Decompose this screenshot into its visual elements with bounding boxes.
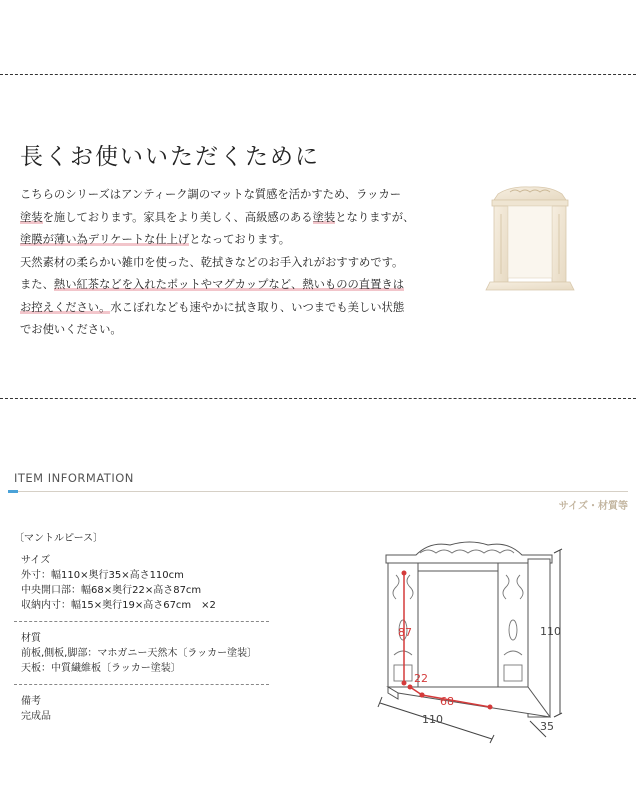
- size-opening: 中央開口部：幅68×奥行22×高さ87cm: [21, 585, 202, 596]
- opening-height-label: 87: [398, 626, 412, 639]
- note-block: [14, 694, 274, 724]
- product-photo: [480, 184, 580, 296]
- spec-divider: [14, 684, 269, 685]
- highlighted-text: 塗装: [312, 210, 336, 224]
- care-text-segment: となっております。: [189, 233, 291, 246]
- opening-width-label: 68: [440, 695, 454, 708]
- material-top: 天板：中質繊維板〔ラッカー塗装〕: [21, 663, 181, 674]
- highlighted-text: 塗装: [20, 210, 43, 224]
- highlighted-text: 塗膜が薄い為デリケートな仕上げ: [20, 233, 190, 246]
- size-block: [14, 553, 274, 613]
- width-label: 110: [422, 713, 443, 726]
- material-label: 材質: [21, 633, 41, 644]
- dimension-diagram: [370, 535, 630, 750]
- care-text-segment: 水こぼれなども速やかに拭き取り、いつまでも美しい状態: [110, 300, 405, 314]
- care-text-segment: こちらのシリーズはアンティーク調のマットな質感を活かすため、ラッカー: [20, 188, 402, 201]
- care-text-segment: また、: [20, 278, 54, 291]
- care-text-line: [20, 184, 450, 207]
- care-text-segment: を施しております。家具をより美しく、高級感のある: [42, 210, 313, 224]
- middle-divider: [0, 398, 636, 399]
- spec-panel: [14, 531, 274, 724]
- item-info-rule-accent: [8, 490, 18, 493]
- height-label: 110: [540, 625, 561, 638]
- care-text-line: [20, 252, 450, 275]
- material-block: [14, 631, 274, 676]
- care-section-title: 長くお使いいただくために: [20, 144, 320, 170]
- care-text-segment: となりますが、: [335, 210, 415, 224]
- highlighted-text: 熱い紅茶などを入れたポットやマグカップなど、熱いものの直置きは: [53, 278, 404, 291]
- care-text-line: [20, 319, 450, 342]
- care-text-line: [20, 207, 450, 230]
- material-front: 前板,側板,脚部：マホガニー天然木〔ラッカー塗装〕: [21, 648, 258, 659]
- depth-label: 35: [540, 720, 554, 733]
- care-text-segment: 天然素材の柔らかい雑巾を使った、乾拭きなどのお手入れがおすすめです。: [20, 255, 404, 269]
- product-name: 〔マントルピース〕: [14, 533, 104, 544]
- depth-dim: [530, 720, 554, 737]
- care-text-segment: でお使いください。: [20, 323, 122, 336]
- size-storage: 収納内寸：幅15×奥行19×高さ67cm ×2: [21, 600, 216, 611]
- size-outer: 外寸：幅110×奥行35×高さ110cm: [21, 570, 184, 581]
- size-label: サイズ: [21, 555, 51, 566]
- opening-depth-label: 22: [414, 672, 428, 685]
- spec-divider: [14, 621, 269, 622]
- top-divider: [0, 74, 636, 75]
- care-text-line: [20, 297, 450, 320]
- note-value: 完成品: [21, 711, 51, 722]
- care-text-line: [20, 229, 450, 252]
- item-info-rule: [8, 491, 628, 492]
- care-text: [20, 184, 450, 342]
- item-info-header: ITEM INFORMATION: [14, 471, 134, 485]
- highlighted-text: お控えください。: [20, 300, 111, 314]
- note-label: 備考: [21, 696, 41, 707]
- care-text-line: [20, 274, 450, 297]
- item-info-subheader: サイズ・材質等: [558, 501, 628, 512]
